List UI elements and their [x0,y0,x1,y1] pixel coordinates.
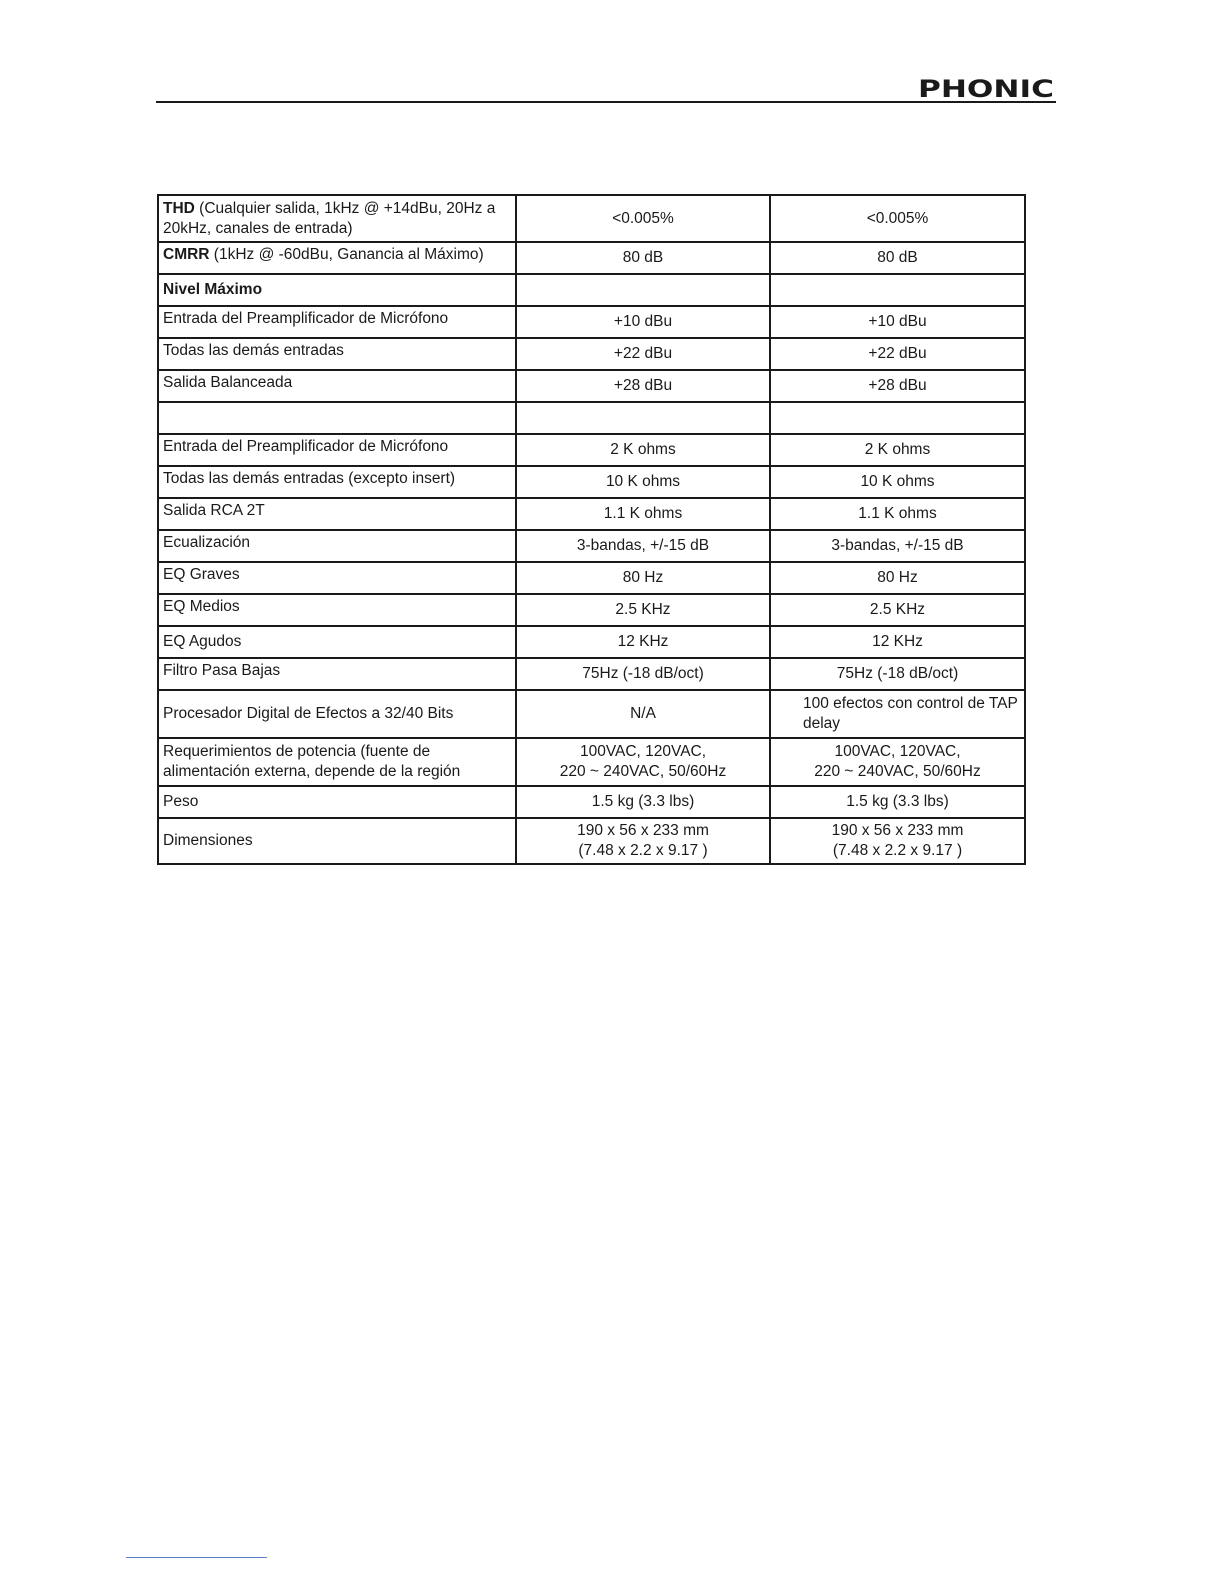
row-label-bold: CMRR [163,246,210,263]
value-col2: 12 KHz [770,626,1025,658]
value-col2: 1.1 K ohms [770,498,1025,530]
value-col2: 1.5 kg (3.3 lbs) [770,786,1025,818]
value-col2: 10 K ohms [770,466,1025,498]
value-col1: 100VAC, 120VAC, 220 ~ 240VAC, 50/60Hz [516,738,770,786]
value-col2 [770,274,1025,306]
row-label [158,594,516,626]
row-label-text: Dimensiones [163,832,253,849]
value-col2 [770,402,1025,434]
table-row [158,626,1025,658]
table-row [158,402,1025,434]
value-col1 [516,402,770,434]
row-label-text: EQ Medios [163,598,240,615]
row-label-text: Todas las demás entradas [163,342,344,359]
table-row [158,434,1025,466]
row-label [158,338,516,370]
row-label [158,658,516,690]
row-label [158,530,516,562]
header-rule [156,101,1056,103]
spec-table [157,194,1026,865]
value-col1: 3-bandas, +/-15 dB [516,530,770,562]
table-row [158,690,1025,738]
table-row [158,786,1025,818]
row-label-text: (Cualquier salida, 1kHz @ +14dBu, 20Hz a 20kHz, canales de entrada) [163,199,496,237]
row-label-text: Todas las demás entradas (excepto insert) [163,470,456,487]
value-col2: 75Hz (-18 dB/oct) [770,658,1025,690]
value-col1: 2 K ohms [516,434,770,466]
row-label-text: Entrada del Preamplificador de Micrófono [163,438,449,455]
brand-logo [918,77,1055,99]
row-label-text: Salida Balanceada [163,374,293,391]
value-col2: 2.5 KHz [770,594,1025,626]
table-row [158,338,1025,370]
value-col1: 10 K ohms [516,466,770,498]
table-row [158,466,1025,498]
row-label [158,402,516,434]
value-col1: 1.1 K ohms [516,498,770,530]
value-col2: +22 dBu [770,338,1025,370]
table-row [158,274,1025,306]
value-col1: 2.5 KHz [516,594,770,626]
table-row [158,594,1025,626]
value-col2: <0.005% [770,195,1025,242]
value-col1: N/A [516,690,770,738]
table-row [158,370,1025,402]
value-col1: 80 Hz [516,562,770,594]
table-row [158,306,1025,338]
row-label [158,786,516,818]
value-col2: 3-bandas, +/-15 dB [770,530,1025,562]
table-row [158,738,1025,786]
row-label [158,690,516,738]
value-col1: +22 dBu [516,338,770,370]
row-label [158,498,516,530]
row-label [158,466,516,498]
row-label [158,626,516,658]
row-label-text: Ecualización [163,534,251,551]
value-col2: +28 dBu [770,370,1025,402]
row-label-text: Entrada del Preamplificador de Micrófono [163,310,449,327]
table-row [158,530,1025,562]
footer-link-underline [126,1557,267,1558]
row-label-bold: THD [163,199,195,217]
row-label [158,306,516,338]
value-col2: 80 Hz [770,562,1025,594]
row-label-text: Salida RCA 2T [163,502,265,519]
value-col1: 190 x 56 x 233 mm (7.48 x 2.2 x 9.17 ) [516,818,770,864]
table-row [158,562,1025,594]
value-col2: 100VAC, 120VAC, 220 ~ 240VAC, 50/60Hz [770,738,1025,786]
value-col2: 100 efectos con control de TAP delay [770,690,1025,738]
row-label [158,434,516,466]
table-row [158,195,1025,242]
table-row [158,498,1025,530]
value-col2: 2 K ohms [770,434,1025,466]
row-label [158,274,516,306]
value-col1: +28 dBu [516,370,770,402]
table-row [158,658,1025,690]
row-label-text: EQ Agudos [163,633,242,650]
row-label [158,195,516,242]
value-col1: 75Hz (-18 dB/oct) [516,658,770,690]
row-label [158,242,516,274]
value-col1: 1.5 kg (3.3 lbs) [516,786,770,818]
value-col1: 80 dB [516,242,770,274]
row-label [158,818,516,864]
value-col1: +10 dBu [516,306,770,338]
value-col2: 80 dB [770,242,1025,274]
row-label-text: Procesador Digital de Efectos a 32/40 Bits [163,705,454,722]
row-label [158,370,516,402]
value-col2: 190 x 56 x 233 mm (7.48 x 2.2 x 9.17 ) [770,818,1025,864]
row-label [158,562,516,594]
row-label-text: Requerimientos de potencia (fuente de alimentación externa, depende de la región [163,743,461,780]
brand-logo-text: PHONIC [918,77,1054,99]
value-col1: <0.005% [516,195,770,242]
row-label-text: Filtro Pasa Bajas [163,662,281,679]
value-col1 [516,274,770,306]
row-label-bold: Nivel Máximo [163,281,263,298]
row-label [158,738,516,786]
row-label-text: (1kHz @ -60dBu, Ganancia al Máximo) [209,246,484,263]
table-row [158,818,1025,864]
row-label-text: Peso [163,793,199,810]
table-row [158,242,1025,274]
value-col2: +10 dBu [770,306,1025,338]
value-col1: 12 KHz [516,626,770,658]
row-label-text: EQ Graves [163,566,240,583]
